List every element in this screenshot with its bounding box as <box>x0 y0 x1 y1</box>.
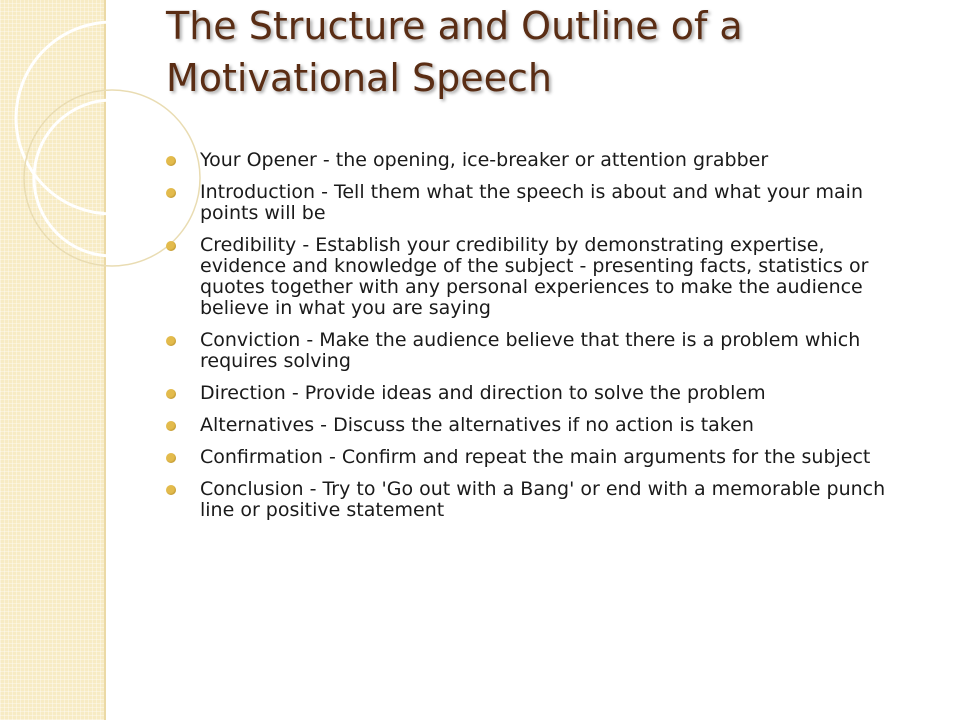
bullet-item-confirmation <box>162 447 902 468</box>
bullet-item-opener <box>162 150 902 171</box>
bullet-icon <box>166 156 176 166</box>
bullet-text: Conclusion - Try to 'Go out with a Bang' or end with a memorable punch line or positive statement <box>200 478 886 521</box>
bullet-item-credibility <box>162 235 902 319</box>
bullet-text: Credibility - Establish your credibility by demonstrating expertise, evidence and knowledge of the subject - presenting facts, statistics or quotes together with any personal experiences to make the audience believe in what you are saying <box>200 234 869 319</box>
bullet-icon <box>166 453 176 463</box>
bullet-icon <box>166 421 176 431</box>
bullet-item-introduction <box>162 182 902 224</box>
bullet-icon <box>166 336 176 346</box>
bullet-item-alternatives <box>162 415 902 436</box>
bullet-text: Introduction - Tell them what the speech is about and what your main points will be <box>200 181 863 224</box>
bullet-icon <box>166 485 176 495</box>
bullet-item-conclusion <box>162 479 902 521</box>
bullet-icon <box>166 389 176 399</box>
bullet-list <box>162 150 902 532</box>
bullet-text: Your Opener - the opening, ice-breaker or attention grabber <box>200 149 769 171</box>
slide-title: The Structure and Outline of a Motivational Speech <box>166 4 743 100</box>
bullet-text: Direction - Provide ideas and direction to solve the problem <box>200 382 766 404</box>
bullet-text: Conviction - Make the audience believe that there is a problem which requires solving <box>200 329 861 372</box>
bullet-icon <box>166 188 176 198</box>
bullet-item-direction <box>162 383 902 404</box>
bullet-item-conviction <box>162 330 902 372</box>
bullet-icon <box>166 241 176 251</box>
bullet-text: Confirmation - Confirm and repeat the main arguments for the subject <box>200 446 871 468</box>
bullet-text: Alternatives - Discuss the alternatives if no action is taken <box>200 414 754 436</box>
